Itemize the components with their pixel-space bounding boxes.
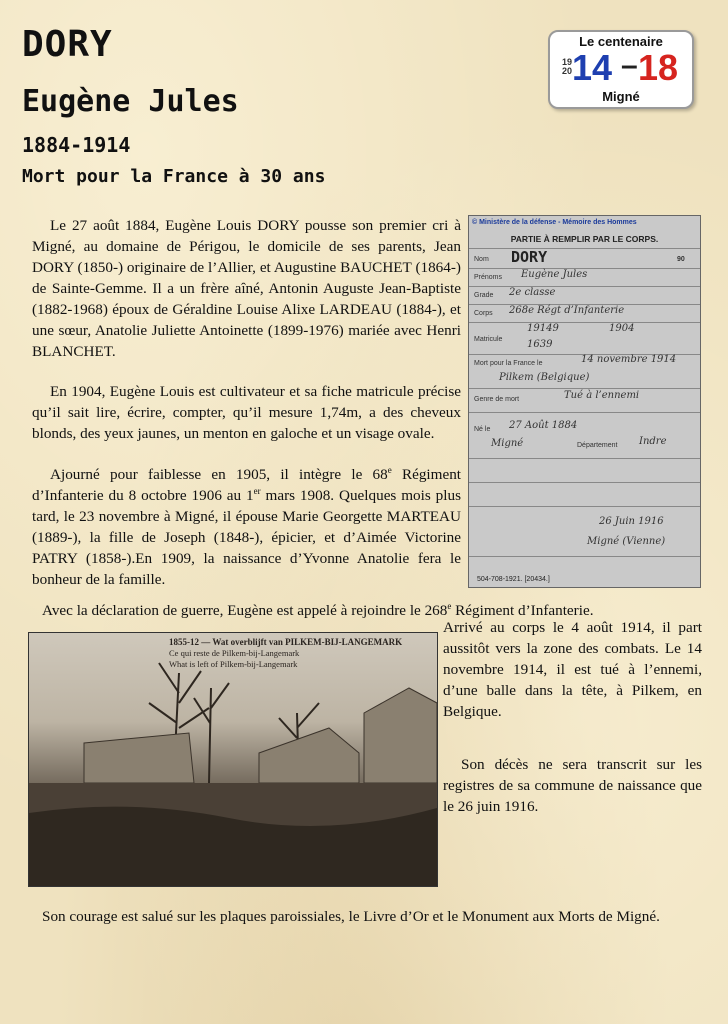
ruins-illustration [29, 633, 437, 886]
fiche-hand-prenoms: Eugène Jules [521, 269, 588, 280]
paragraph-service: Ajourné pour faiblesse en 1905, il intègre le 68e Régiment d’Infanterie du 8 octobre 1906 au 1er mars 1908. Quelques mois plus tard, le 23 novembre à Migné, il épouse Marie Georgette MARTEAU (1889-), la fille de Joseph (1848-), épicier, et d’Aimée Victorine PATRY (1858-).En 1909, la naissance d’Yvonne Anatolie fera le bonheur de la famille. [32, 464, 462, 588]
postcard-caption-nl: 1855-12 — Wat overblijft van PILKEM-BIJ-LANGEMARK [169, 637, 403, 647]
logo-18: 18 [638, 47, 679, 88]
fiche-mort-pour-la-france-scan [468, 215, 701, 588]
fiche-hand-genre: Tué à l’ennemi [564, 390, 640, 401]
fiche-label-corps: Corps [474, 310, 493, 317]
fiche-hand-transcrit-lieu: Migné (Vienne) [587, 536, 666, 547]
logo-top-text: Le centenaire [579, 34, 663, 49]
paragraph-death: Arrivé au corps le 4 août 1914, il part aussitôt vers la zone des combats. Le 14 novembre 1914, il est tué à l’ennemi, d’une balle dans la tête, à Pilkem, en Belgique. [443, 619, 702, 720]
postcard-photo-pilkem-ruins [28, 632, 438, 887]
fiche-label-genre: Genre de mort [474, 396, 520, 403]
logo-years [550, 47, 692, 89]
paragraph-birth: Le 27 août 1884, Eugène Louis DORY pousse son premier cri à Migné, au domaine de Périgou, le domicile de ses parents, Jean DORY (1850-) originaire de l’Allier, et Augustine BAUCHET (1864-) de Sainte-Gemme. Il a un frère aîné, Antonin Auguste Jean-Baptiste (1882-1968) époux de Géraldine Louise Alixe LARDEAU (1884-), et une sœur, Anatolie Juliette Antoinette (1899-1976) mariée avec Henri BLANCHET. [32, 217, 461, 360]
logo-14: 14 [572, 47, 613, 88]
fiche-heading: PARTIE À REMPLIR PAR LE CORPS. [510, 234, 659, 244]
paragraph-transcription: Son décès ne sera transcrit sur les registres de sa commune de naissance que le 26 juin 1916. [443, 756, 702, 815]
postcard-caption [169, 637, 402, 670]
postcard-caption-en: What is left of Pilkem-bij-Langemark [169, 659, 298, 669]
paragraph-tribute: Son courage est salué sur les plaques paroissiales, le Livre d’Or et le Monument aux Morts de Migné. [42, 908, 660, 925]
surname-heading: DORY [22, 24, 113, 65]
subtitle-mort-pour-la-france: Mort pour la France à 30 ans [22, 166, 326, 187]
fiche-hand-annee: 1904 [609, 323, 635, 334]
fiche-hand-matricule-2: 1639 [527, 339, 553, 350]
paragraph-war: Avec la déclaration de guerre, Eugène est appelé à rejoindre le 268e Régiment d’Infanterie. [42, 600, 594, 619]
fiche-typed-name: DORY [511, 248, 548, 266]
fiche-hand-departement: Indre [639, 436, 667, 447]
fiche-hand-lieu-naissance: Migné [491, 438, 524, 449]
fiche-footer: 504-708-1921. [20434.] [477, 576, 550, 583]
fiche-hand-lieu-mort: Pilkem (Belgique) [499, 372, 590, 383]
fiche-label-grade: Grade [474, 292, 494, 299]
fiche-label-nom: Nom [474, 256, 489, 263]
fiche-hand-matricule-1: 19149 [527, 323, 559, 334]
fiche-source: © Ministère de la défense - Mémoire des Hommes [472, 219, 637, 226]
logo-dash: – [621, 49, 638, 82]
fiche-hand-date-naissance: 27 Août 1884 [509, 420, 578, 431]
fiche-hand-grade: 2e classe [509, 287, 556, 298]
fiche-label-departement: Département [577, 442, 618, 449]
postcard-caption-fr: Ce qui reste de Pilkem-bij-Langemark [169, 648, 300, 658]
logo-century-small: 19 20 [562, 57, 573, 76]
paragraph-1904: En 1904, Eugène Louis est cultivateur et sa fiche matricule précise qu’il sait lire, écrire, compter, qu’il mesure 1,74m, a des cheveux blonds, des yeux jaunes, un menton en galoche et un visage ovale. [32, 383, 461, 442]
fiche-corner-number: 90 [677, 256, 685, 263]
life-years: 1884-1914 [22, 133, 131, 157]
fiche-label-matricule: Matricule [474, 336, 503, 343]
fiche-label-prenoms: Prénoms [474, 274, 503, 281]
logo-bottom-text: Migné [602, 89, 640, 104]
fiche-label-ne: Né le [474, 426, 491, 433]
fiche-hand-transcrit: 26 Juin 1916 [599, 516, 664, 527]
fiche-label-mort: Mort pour la France le [474, 360, 543, 367]
fiche-hand-date-mort: 14 novembre 1914 [581, 354, 677, 365]
fiche-hand-corps: 268e Régt d’Infanterie [509, 305, 625, 316]
centenaire-logo [548, 30, 694, 109]
given-names-heading: Eugène Jules [22, 84, 239, 119]
